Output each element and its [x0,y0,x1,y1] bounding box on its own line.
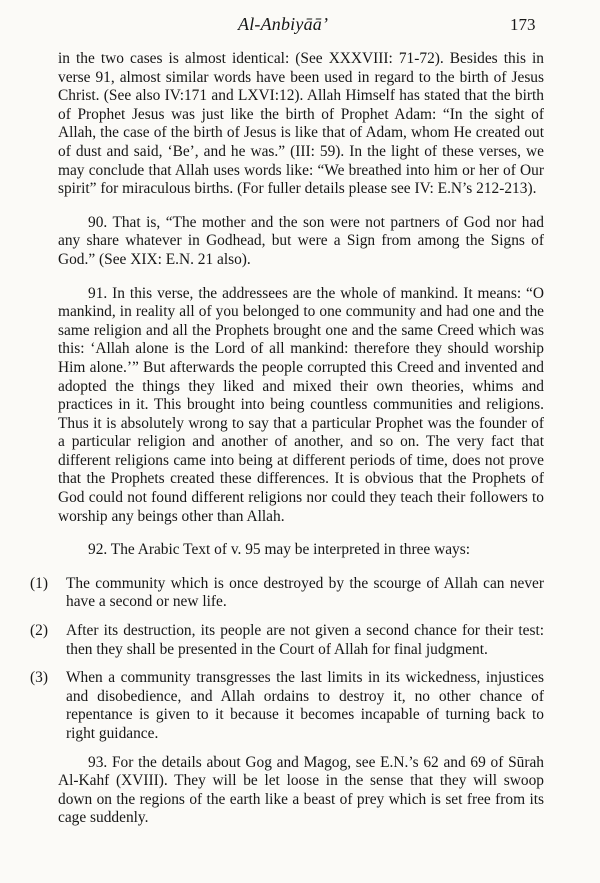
list-item [30,575,544,612]
list-marker: (1) [30,574,48,592]
body-text [30,50,544,843]
list-item-text: After its destruction, its people are not given a second chance for their test: then they shall be presented in the Court of Allah for final judgment. [66,622,544,658]
surah-title: Al-Anbiyāā’ [238,14,329,34]
list-item-text: The community which is once destroyed by the scourge of Allah can never have a second or new life. [66,574,544,611]
running-head [0,6,600,36]
note-90: 90. That is, “The mother and the son were not partners of God nor had any share whatever in Godhead, but were a Sign from among the Signs of God.” (See XIX: E.N. 21 also). [58,213,544,268]
list-marker: (2) [30,622,48,640]
note-92-intro: 92. The Arabic Text of v. 95 may be interpreted in three ways: [88,541,471,559]
list-marker: (3) [30,669,48,687]
note-91: 91. In this verse, the addressees are the whole of mankind. It means: “O mankind, in reality all of you belonged to one community and had one and the same religion and all the Prophets brought one and the same Creed which was this: ‘Allah alone is the Lord of all mankind: therefore they should worship Him alone.’” But afterwards the people corrupted this Creed and invented and adopted the things they liked and mixed their own theories, whims and practices in it. This brought into being countless communities and religions. Thus it is absolutely wrong to say that a particular Prophet was the founder of a particular religion and another of another, and so on. The very fact that different religions came into being at different periods of time, does not prove that the Prophets created these differences. It is obvious that the Prophets of God could not found different religions nor could they teach their followers to worship any beings other than Allah. [58,284,544,525]
list-item [30,669,544,743]
list-item-text: When a community transgresses the last limits in its wickedness, injustices and disobedience, and Allah ordains to destroy it, no other chance of repentance is given to it because it becomes incapable of turning back to right guidance. [66,669,544,742]
list-item [30,622,544,659]
note-93: 93. For the details about Gog and Magog, see E.N.’s 62 and 69 of Sūrah Al-Kahf (XVIII). They will be let loose in the sense that they will swoop down on the regions of the earth like a beast of prey which is set free from its cage suddenly. [58,753,544,827]
intro-paragraph: in the two cases is almost identical: (See XXXVIII: 71-72). Besides this in verse 91, almost similar words have been used in regard to the birth of Jesus Christ. (See also IV:171 and LXVI:12). Allah Himself has stated that the birth of Prophet Jesus was just like the birth of Prophet Adam: “In the sight of Allah, the case of the birth of Jesus is like that of Adam, whom He created out of dust and said, ‘Be’, and he was.” (III: 59). In the light of these verses, we may conclude that Allah uses words like: “We breathed into him or her of Our spirit” for miraculous births. (For fuller details please see IV: E.N’s 212-213). [58,50,544,198]
page-number: 173 [510,15,536,34]
note-92-list [30,574,544,744]
